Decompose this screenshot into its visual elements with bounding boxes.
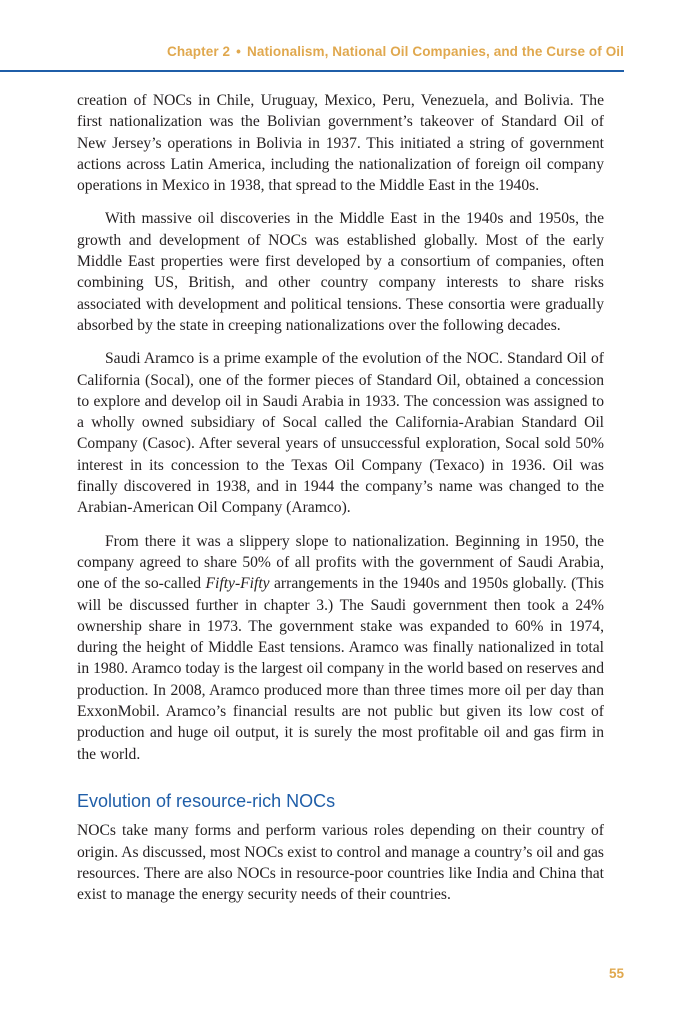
running-header [0, 44, 624, 59]
paragraph-4-part-1: From there it was a slippery slope to nationalization. Beginning in 1950, the company agreed to share 50% of all profits with the government of Saudi Arabia, one of the so-called [77, 532, 604, 593]
paragraph-1: creation of NOCs in Chile, Uruguay, Mexico, Peru, Venezuela, and Bolivia. The first nationalization was the Bolivian government’s takeover of Standard Oil of New Jersey’s operations in Bolivia in 1937. This initiated a string of government actions across Latin America, including the nationalization of foreign oil company operations in Mexico in 1938, that spread to the Middle East in the 1940s. [77, 92, 604, 195]
paragraph-2: With massive oil discoveries in the Middle East in the 1940s and 1950s, the growth and development of NOCs was established globally. Most of the early Middle East properties were first developed by a consortium of companies, often combining US, British, and other country company interests to share risks associated with development and political tensions. These consortia were gradually absorbed by the state in creeping nationalizations over the following decades. [77, 210, 604, 334]
paragraph-4-italic: Fifty-Fifty [205, 575, 270, 593]
header-rule [0, 70, 624, 72]
section-heading: Evolution of resource-rich NOCs [77, 790, 336, 811]
paragraph-4 [77, 531, 604, 765]
paragraph-3: Saudi Aramco is a prime example of the evolution of the NOC. Standard Oil of California (Socal), one of the former pieces of Standard Oil, obtained a concession to explore and develop oil in Saudi Arabia in 1933. The concession was assigned to a wholly owned subsidiary of Socal called the California-Arabian Standard Oil Company (Casoc). After several years of unsuccessful exploration, Socal sold 50% interest in its concession to the Texas Oil Company (Texaco) in 1936. Oil was finally discovered in 1938, and in 1944 the company’s name was changed to the Arabian-American Oil Company (Aramco). [77, 350, 604, 517]
page-number: 55 [608, 966, 624, 981]
body-text [77, 90, 604, 917]
header-bullet: • [236, 44, 241, 59]
paragraph-5: NOCs take many forms and perform various roles depending on their country of origin. As discussed, most NOCs exist to control and manage a country’s oil and gas resources. There are also NOCs in resource-poor countries like India and China that exist to manage the energy security needs of their countries. [77, 822, 604, 904]
header-title: Nationalism, National Oil Companies, and the Curse of Oil [246, 44, 624, 59]
header-chapter: Chapter 2 [166, 44, 231, 59]
paragraph-4-part-2: arrangements in the 1940s and 1950s globally. (This will be discussed further in chapter 3.) The Saudi government then took a 24% ownership share in 1973. The government stake was expanded to 60% in 1974, during the height of Middle East tensions. Aramco was finally nationalized in total in 1980. Aramco today is the largest oil company in the world based on reserves and production. In 2008, Aramco produced more than three times more oil per day than ExxonMobil. Aramco’s financial results are not public but given its low cost of production and huge oil output, it is surely the most profitable oil and gas firm in the world. [77, 575, 605, 763]
